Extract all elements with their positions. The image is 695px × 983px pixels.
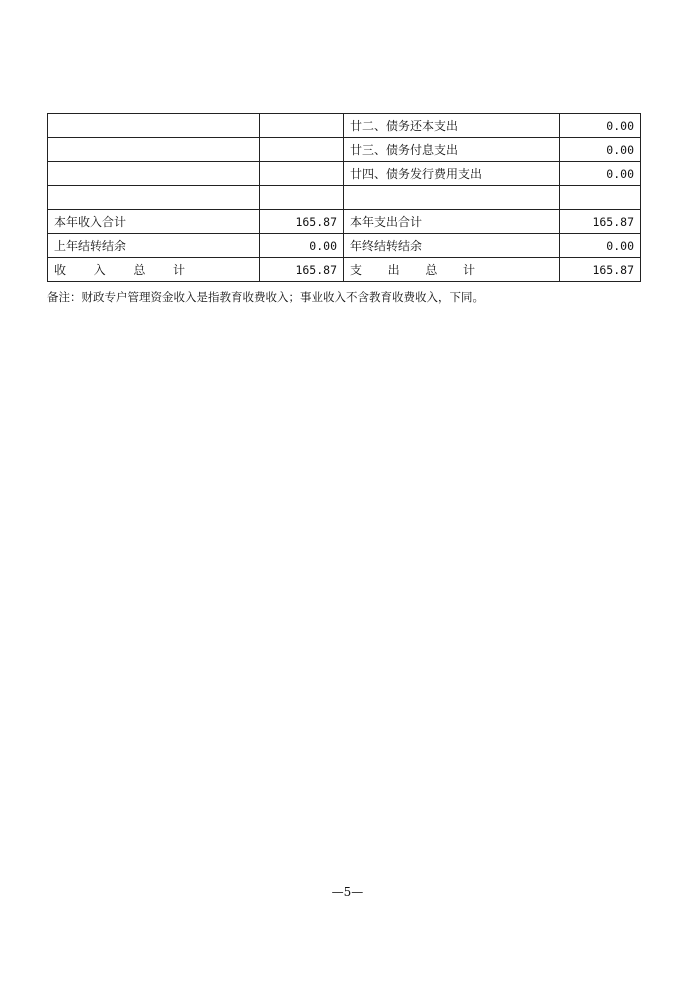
income-total-value: 165.87: [260, 258, 344, 282]
income-value-cell: [260, 186, 344, 210]
expense-total-char: 总: [425, 263, 438, 277]
income-label-cell: [48, 138, 260, 162]
income-total-char: 收: [54, 263, 67, 277]
expense-total-char: 出: [387, 263, 400, 277]
table-row: [48, 162, 641, 186]
table-footnote: 备注：财政专户管理资金收入是指教育收费收入；事业收入不含教育收费收入，下同。: [47, 290, 484, 304]
income-total-char: 总: [133, 263, 146, 277]
expense-value-cell: 0.00: [560, 114, 641, 138]
table-row: [48, 186, 641, 210]
table-row: [48, 114, 641, 138]
income-value-cell: 0.00: [260, 234, 344, 258]
expense-label-cell: 廿三、债务付息支出: [344, 138, 560, 162]
expense-label-cell: 本年支出合计: [344, 210, 560, 234]
expense-label-cell: [344, 186, 560, 210]
expense-label-cell: 廿二、债务还本支出: [344, 114, 560, 138]
income-value-cell: [260, 162, 344, 186]
table-row: [48, 138, 641, 162]
expense-value-cell: [560, 186, 641, 210]
income-label-cell: [48, 114, 260, 138]
income-value-cell: [260, 114, 344, 138]
expense-value-cell: 0.00: [560, 162, 641, 186]
total-row: [48, 258, 641, 282]
income-value-cell: 165.87: [260, 210, 344, 234]
income-total-label: [48, 258, 260, 282]
table-row: [48, 234, 641, 258]
expense-total-char: 计: [462, 263, 475, 277]
expense-value-cell: 165.87: [560, 210, 641, 234]
expense-value-cell: 0.00: [560, 138, 641, 162]
table-row: [48, 210, 641, 234]
income-total-char: 入: [93, 263, 106, 277]
income-total-char: 计: [172, 263, 185, 277]
income-label-cell: [48, 162, 260, 186]
income-label-cell: [48, 186, 260, 210]
expense-label-cell: 廿四、债务发行费用支出: [344, 162, 560, 186]
expense-total-char: 支: [350, 263, 363, 277]
expense-label-cell: 年终结转结余: [344, 234, 560, 258]
income-label-cell: 上年结转结余: [48, 234, 260, 258]
income-value-cell: [260, 138, 344, 162]
page-number: —5—: [331, 885, 364, 899]
expense-total-value: 165.87: [560, 258, 641, 282]
budget-summary-table: [47, 113, 641, 282]
expense-value-cell: 0.00: [560, 234, 641, 258]
expense-total-label: [344, 258, 560, 282]
income-label-cell: 本年收入合计: [48, 210, 260, 234]
